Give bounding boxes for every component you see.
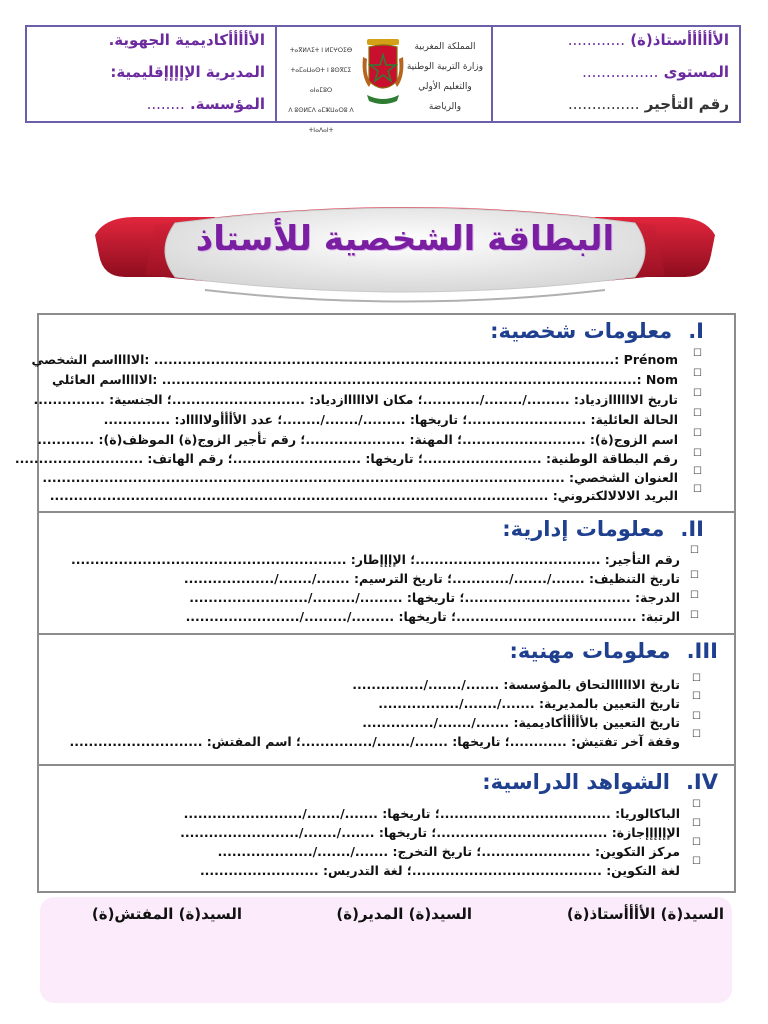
level-line bbox=[582, 63, 729, 81]
level-dots: ................ bbox=[582, 63, 659, 81]
header-center-cell bbox=[275, 27, 493, 134]
tifinagh-ministry: ⵜⴰⵎⴰⵡⴰⵙⵜ ⵏ ⵓⵙⴳⵎⵉ ⴰⵏⴰⵎⵓⵔ bbox=[290, 67, 352, 94]
row-license: الإإإإإإجازة: ....................................؛ تاريخها: ......./......./......................... bbox=[180, 825, 680, 840]
signature-inspector: السيد(ة) المفتش(ة) bbox=[91, 905, 242, 923]
checkbox-icon[interactable]: ☐ bbox=[693, 466, 702, 477]
checkbox-icon[interactable]: ☐ bbox=[692, 673, 701, 684]
section-title bbox=[482, 770, 718, 794]
ministry-text: وزارة التربية الوطنية bbox=[406, 62, 484, 72]
row-salary-number: رقم التأجير: .......................................؛ الإإإإطار: .......................................................... bbox=[71, 552, 680, 567]
checkbox-icon[interactable]: ☐ bbox=[690, 590, 699, 601]
row-grade: الدرجة: ...................................؛ تاريخها: ........./........./......................... bbox=[189, 590, 680, 605]
banner-title: البطاقة الشخصية للأستاذ bbox=[195, 219, 615, 259]
row-directorate-assignment: تاريخ التعيين بالمديرية: ......./......./................. bbox=[378, 696, 680, 711]
row-rank: الرتبة: ......................................؛ تاريخها: ........./........./........................ bbox=[185, 609, 680, 624]
row-baccalaureate: الباكالوريا: ....................................؛ تاريخها: ......./......./......................... bbox=[183, 806, 680, 821]
row-address: العنوان الشخصي: .............................................................................................................. bbox=[42, 470, 678, 485]
signature-director: السيد(ة) المدير(ة) bbox=[336, 905, 472, 923]
checkbox-icon[interactable]: ☐ bbox=[693, 428, 702, 439]
directorate-line: المديرية الإإإإإقليمية: bbox=[110, 63, 265, 81]
academy-line: الأأأأأكاديمية الجهوية. bbox=[108, 31, 265, 49]
header-table bbox=[25, 25, 741, 134]
row-prenom: Prénom :................................................................................................. :الاااااسم الشخصي bbox=[31, 352, 678, 367]
row-training-language: لغة التكوين: ........................................؛ لغة التدريس: ......................... bbox=[199, 863, 680, 878]
institution-label: المؤسسة. bbox=[189, 95, 265, 113]
header-left-cell bbox=[27, 27, 275, 121]
checkbox-icon[interactable]: ☐ bbox=[693, 408, 702, 419]
checkbox-icon[interactable]: ☐ bbox=[690, 545, 699, 556]
level-label: المستوى bbox=[663, 63, 729, 81]
institution-dots: ........ bbox=[146, 95, 185, 113]
signature-teacher: السيد(ة) الأأأأستاذ(ة) bbox=[566, 905, 724, 923]
row-appointment-date: تاريخ التنظيف: ......./......./............؛ تاريخ الترسيم: ......./......./................... bbox=[183, 571, 680, 586]
section-title bbox=[490, 319, 704, 343]
checkbox-icon[interactable]: ☐ bbox=[692, 711, 701, 722]
section-number: I. bbox=[688, 319, 704, 343]
checkbox-icon[interactable]: ☐ bbox=[692, 818, 701, 829]
checkbox-icon[interactable]: ☐ bbox=[692, 856, 701, 867]
row-spouse: اسم الزوج(ة): ..........................؛ المهنة: .....................؛ رقم تأجير الزوج(ة) الموظف(ة): ............ bbox=[37, 432, 678, 447]
salary-dots: ............... bbox=[567, 95, 640, 113]
row-join-institution: تاريخ الاااااالتحاق بالمؤسسة: ......./......./............... bbox=[352, 677, 680, 692]
row-training-center: مركز التكوين: .......................؛ تاريخ التخرج: ......./......./.................... bbox=[217, 844, 680, 859]
section-title bbox=[510, 639, 718, 663]
checkbox-icon[interactable]: ☐ bbox=[690, 610, 699, 621]
checkbox-icon[interactable]: ☐ bbox=[693, 368, 702, 379]
row-id-card: رقم البطاقة الوطنية: .........................؛ تاريخها: ...........................؛ رقم الهاتف: ........................... bbox=[14, 451, 678, 466]
section-number: IV. bbox=[685, 770, 718, 794]
row-nom: Nom :.................................................................................................... :الاااااسم العائلي bbox=[52, 372, 678, 387]
checkbox-icon[interactable]: ☐ bbox=[693, 388, 702, 399]
section-title-text: معلومات مهنية: bbox=[509, 639, 671, 663]
salary-line bbox=[568, 95, 729, 113]
checkbox-icon[interactable]: ☐ bbox=[692, 837, 701, 848]
checkbox-icon[interactable]: ☐ bbox=[693, 484, 702, 495]
row-last-inspection: وقفة آخر تفتيش: ............؛ تاريخها: ......./......./...............؛ اسم المفتش: ............................ bbox=[69, 734, 680, 749]
header-right-cell bbox=[491, 27, 739, 121]
checkbox-icon[interactable]: ☐ bbox=[690, 570, 699, 581]
teacher-dots: ............ bbox=[567, 31, 625, 49]
row-academy-assignment: تاريخ التعيين بالأأأأأكاديمية: ......./......./............... bbox=[362, 715, 680, 730]
section-number: II. bbox=[680, 517, 704, 541]
tifinagh-ministry2: ⴷ ⵓⵙⵍⵎⴷ ⴰⵎⵣⵡⴰⵔⵓ ⴷ ⵜⵏⴰⴷⴰⵏⵜ bbox=[288, 107, 354, 134]
checkbox-icon[interactable]: ☐ bbox=[692, 729, 701, 740]
salary-label: رقم التأجير bbox=[644, 95, 729, 113]
checkbox-icon[interactable]: ☐ bbox=[692, 799, 701, 810]
teacher-label: الأأأأأأستاذ(ة) bbox=[630, 31, 729, 49]
section-title-text: معلومات إدارية: bbox=[502, 517, 665, 541]
row-birth: تاريخ الاااااازدياد: ........./......../............؛ مكان الاااااازدياد: ............................؛ الجنسية: ............... bbox=[33, 392, 678, 407]
row-family-status: الحالة العائلية: .........................؛ تاريخها: ........./......./........؛ عدد الأأأأولاااااد: .............. bbox=[103, 412, 678, 427]
institution-line bbox=[147, 95, 265, 113]
section-number: III. bbox=[686, 639, 718, 663]
checkbox-icon[interactable]: ☐ bbox=[692, 691, 701, 702]
teacher-line bbox=[568, 31, 729, 49]
tifinagh-kingdom: ⵜⴰⴳⵍⴷⵉⵜ ⵏ ⵍⵎⵖⵔⵉⴱ bbox=[289, 47, 353, 54]
checkbox-icon[interactable]: ☐ bbox=[693, 348, 702, 359]
kingdom-text: المملكة المغربية bbox=[414, 42, 476, 52]
section-title bbox=[502, 517, 704, 541]
section-title-text: الشواهد الدراسية: bbox=[482, 770, 670, 794]
ministry2-text: والتعليم الأولي والرياضة bbox=[418, 82, 472, 112]
morocco-emblem-icon bbox=[361, 37, 405, 111]
title-banner bbox=[95, 195, 715, 305]
row-email: البريد الالالالكتروني: ......................................................................................................... bbox=[49, 488, 678, 503]
section-title-text: معلومات شخصية: bbox=[490, 319, 673, 343]
checkbox-icon[interactable]: ☐ bbox=[693, 448, 702, 459]
